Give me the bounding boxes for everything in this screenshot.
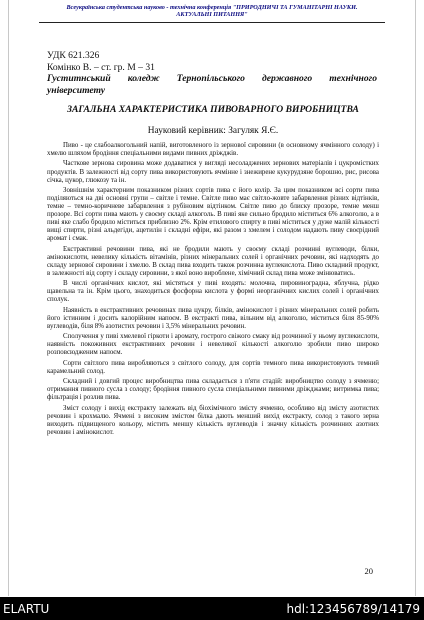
author-line: Комінко В. – ст. гр. М – 31 xyxy=(47,61,155,73)
conference-header-line-2: АКТУАЛЬНІ ПИТАННЯ" xyxy=(176,11,248,19)
viewer-footer-bar xyxy=(0,597,424,620)
paragraph: Складний і довгий процес виробництва пива складається з п'яти стадій: виробництво солоду з ячменю; отримання пивного сусла з солоду; бродіння пивного сусла спеціальними пивними дріжджами; витримка пива; фільтрація і розлив пива. xyxy=(47,378,379,402)
paragraph: Пиво - це слабоалкогольний напій, виготовленого із зернової сировини (в основному ячмінного солоду) і хмелю шляхом бродіння спеціальними видами пивних дріжджів. xyxy=(47,142,379,158)
header-divider xyxy=(39,22,385,23)
repository-name: ELARTU xyxy=(3,602,50,616)
udc-code: УДК 621.326 xyxy=(47,50,100,61)
paragraph: Зміст солоду і вихід екстракту залежать від біохімічного змісту ячменю, особливо від змісту азотистих речовин і крохмалю. Ячмені з високим змістом білка дають менший вихід екстракту, солод з такого зерна виходить підвищеного кольору, містить меншу кількість вуглеводів і значну кількість розчинних азотних речовин і амінокислот. xyxy=(47,404,379,437)
paragraph: Наявність в екстрактивних речовинах пива цукру, білків, амінокислот і різних мінеральних солей робить його істинним і досить калорійним напоєм. В екстракті пива, вільним від алкоголю, міститься біля 85-90% вуглеводів, біля 8% азотистих речовин і 3,5% мінеральних речовин. xyxy=(47,306,379,330)
institution: Густитнський коледж Тернопільського державного технічного університету xyxy=(47,73,377,96)
paragraph: Часткове зернова сировина може додаватися у вигляді несоладжених зернових матеріалів і цукромістких продуктів. В залежності від сорту пива використовують ячмінне і знежирене кукурудзяне борошно, рис, рисова січка, цукор, глюкозу та ін. xyxy=(47,160,379,184)
handle-identifier: hdl:123456789/14179 xyxy=(286,602,420,616)
article-body xyxy=(47,142,379,440)
paragraph: Екстрактивні речовини пива, які не бродили мають у своєму складі розчинні вуглеводи, білки, амінокислоти, невелику кількість вітамінів, різних мінеральних солей і органічних речовин, які надходять до складу зернової сировини і хмелю. В склад пива входить також розчинна вуглекислота. Пиво складний продукт, в залежності від сорту і складу сировини, з якої воно вироблене, хімічний склад пива може змінюватись. xyxy=(47,245,379,277)
scientific-adviser: Науковий керівник: Загуляк Я.Є. xyxy=(147,126,279,136)
article-meta xyxy=(47,50,377,96)
article-title: ЗАГАЛЬНА ХАРАКТЕРИСТИКА ПИВОВАРНОГО ВИРОБНИЦТВА xyxy=(67,104,359,115)
conference-header xyxy=(27,4,397,18)
paragraph: Сполучення у пиві хмелевої гіркоти і аромату, гострого свіжого смаку від розчинної у ньому вуглекислоти, наявність покоживних екстрактивних речовин і невеликої кількості алкоголю зробили пиво широко розповсюдженим напоєм. xyxy=(47,333,379,357)
paragraph: В числі органічних кислот, які містяться у пиві входять: молочна, пировиноградна, яблучна, рідко щавельна та ін. Крім цього, знаходиться фосфорна кислота у формі неорганічних кислих солей і органічних сполук. xyxy=(47,280,379,304)
document-page xyxy=(8,0,416,596)
page-number: 20 xyxy=(364,566,373,576)
paragraph: Сорти світлого пива виробляються з світлого солоду, для сортів темного пива використовують темний карамельний солод. xyxy=(47,359,379,375)
paragraph: Зовнішнім характерним показником різних сортів пива є його колір. За цим показником всі сорти пива поділяються на дві основні групи – світле і темне. Світле пиво має світло-жовте забарвлення різних відтінків, темне – темно-коричневе забарвлення з рубіновим відтінком. Світле пиво до блиску прозоре, темне менш прозоре. Всі сорти пива мають у своєму складі алкоголь. В пиві яке сильно бродило міститься 6% алкоголю, а в пиві яке слабо бродило міститься приблизно 2%. Крім етилового спирту в пиві міститься у дуже малій кількості вищі спирти, різні альдегіди, ацетилін і складні ефіри, які разом з хмелем і солодом надають пиву своєрідний аромат і смак. xyxy=(47,187,379,243)
conference-header-line-1: Всеукраїнська студентська науково - технічна конференція "ПРИРОДНИЧІ ТА ГУМАНІТАРНІ НАУКИ. xyxy=(66,4,358,11)
